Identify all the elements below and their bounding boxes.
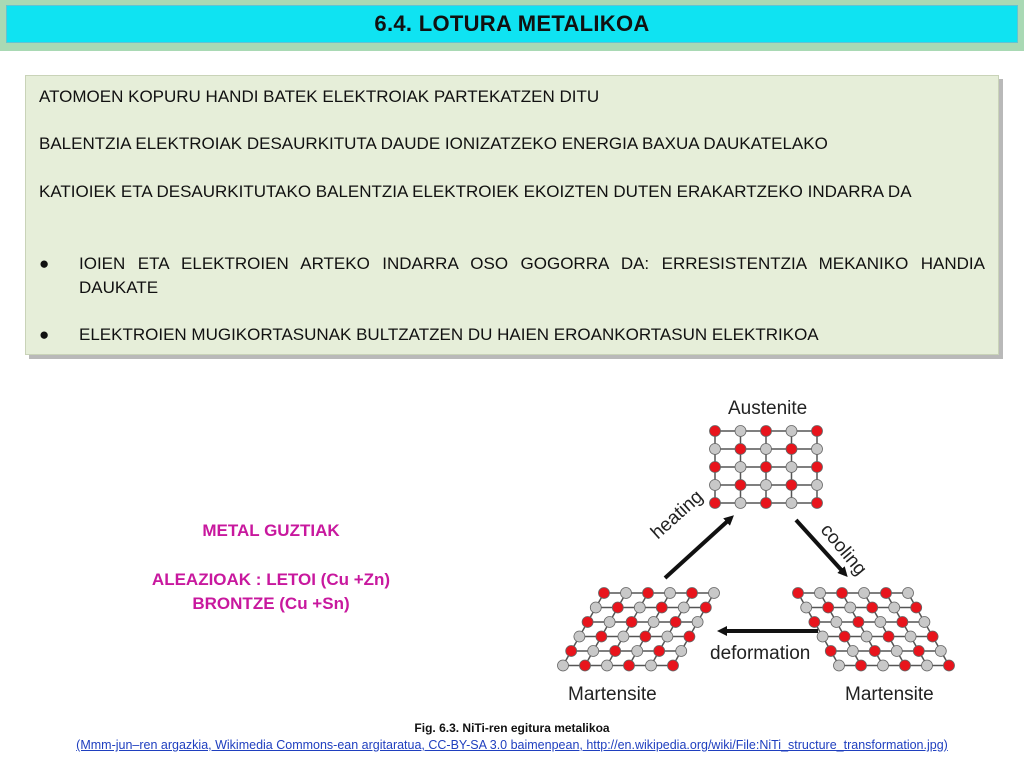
martensite-left-label: Martensite [568, 684, 657, 705]
atom [812, 444, 823, 455]
atom [903, 588, 914, 599]
atom [793, 588, 804, 599]
atom [687, 588, 698, 599]
atom [812, 480, 823, 491]
atom [786, 444, 797, 455]
atom [786, 480, 797, 491]
slide-title: 6.4. LOTURA METALIKOA [374, 11, 650, 36]
bullet-text-1: IOIEN ETA ELEKTROIEN ARTEKO INDARRA OSO GOGORRA DA: ERRESISTENTZIA MEKANIKO HANDIA DAUKATE [79, 254, 985, 297]
atom [853, 617, 864, 628]
atom [646, 660, 657, 671]
atom [913, 646, 924, 657]
atom [856, 660, 867, 671]
atom [786, 426, 797, 437]
atom [735, 480, 746, 491]
atom [878, 660, 889, 671]
figure-source-link[interactable]: (Mmm-jun–ren argazkia, Wikimedia Commons-ean argitaratua, CC-BY-SA 3.0 baimenpean, http://en.wikipedia.org/wiki/File:NiTi_structure_transformation.jpg) [76, 738, 948, 752]
atom [574, 631, 585, 642]
atom [831, 617, 842, 628]
atom [582, 617, 593, 628]
atom [869, 646, 880, 657]
atom [919, 617, 930, 628]
atom [710, 480, 721, 491]
austenite-label: Austenite [728, 398, 808, 419]
bullet-text-2: ELEKTROIEN MUGIKORTASUNAK BULTZATZEN DU HAIEN EROANKORTASUN ELEKTRIKOA [79, 325, 819, 344]
atom [897, 617, 908, 628]
alloys-label: ALEAZIOAK : LETOI (Cu +Zn) [151, 570, 391, 589]
atom [602, 660, 613, 671]
atom [786, 462, 797, 473]
atom [761, 462, 772, 473]
metal-all-label: METAL GUZTIAK [202, 521, 340, 540]
atom [676, 646, 687, 657]
atom [670, 617, 681, 628]
atom [911, 602, 922, 613]
austenite-lattice [710, 426, 823, 509]
atom [837, 588, 848, 599]
atom [710, 462, 721, 473]
atom [881, 588, 892, 599]
atom [735, 462, 746, 473]
atom [944, 660, 955, 671]
bullet-icon: ● [39, 254, 50, 273]
paragraph-3: KATIOIEK ETA DESAURKITUTAKO BALENTZIA ELEKTROIEK EKOIZTEN DUTEN ERAKARTZEKO INDARRA DA [39, 182, 912, 201]
atom [861, 631, 872, 642]
atom [900, 660, 911, 671]
atom [859, 588, 870, 599]
atom [665, 588, 676, 599]
atom [634, 602, 645, 613]
atom [839, 631, 850, 642]
atom [847, 646, 858, 657]
atom [867, 602, 878, 613]
atom [710, 498, 721, 509]
atom [825, 646, 836, 657]
heating-label: heating [647, 486, 708, 544]
atom [889, 602, 900, 613]
atom [927, 631, 938, 642]
atom [883, 631, 894, 642]
martensite-right-label: Martensite [845, 684, 934, 705]
atom [558, 660, 569, 671]
atom [905, 631, 916, 642]
atom [935, 646, 946, 657]
atom [891, 646, 902, 657]
atom [815, 588, 826, 599]
atom [735, 498, 746, 509]
atom [922, 660, 933, 671]
atom [812, 462, 823, 473]
atom [580, 660, 591, 671]
atom [845, 602, 856, 613]
atom [621, 588, 632, 599]
atom [626, 617, 637, 628]
bronze-label: BRONTZE (Cu +Sn) [192, 594, 350, 613]
atom [648, 617, 659, 628]
atom [610, 646, 621, 657]
atom [761, 426, 772, 437]
atom [809, 617, 820, 628]
atom [632, 646, 643, 657]
atom [812, 426, 823, 437]
atom [735, 426, 746, 437]
atom [875, 617, 886, 628]
paragraph-1: ATOMOEN KOPURU HANDI BATEK ELEKTROIAK PARTEKATZEN DITU [39, 87, 600, 106]
atom [640, 631, 651, 642]
atom [692, 617, 703, 628]
atom [761, 480, 772, 491]
atom [709, 588, 720, 599]
atom [761, 444, 772, 455]
cooling-label: cooling [815, 520, 871, 580]
atom [786, 498, 797, 509]
paragraph-2: BALENTZIA ELEKTROIAK DESAURKITUTA DAUDE IONIZATZEKO ENERGIA BAXUA DAUKATELAKO [39, 134, 828, 153]
deformation-label: deformation [710, 643, 811, 664]
atom [656, 602, 667, 613]
atom [643, 588, 654, 599]
atom [684, 631, 695, 642]
atom [834, 660, 845, 671]
atom [710, 426, 721, 437]
atom [668, 660, 679, 671]
atom [612, 602, 623, 613]
bullet-icon: ● [39, 325, 50, 344]
atom [678, 602, 689, 613]
atom [823, 602, 834, 613]
atom [761, 498, 772, 509]
figure-caption: Fig. 6.3. NiTi-ren egitura metalikoa [414, 721, 610, 735]
atom [618, 631, 629, 642]
atom [566, 646, 577, 657]
atom [624, 660, 635, 671]
atom [654, 646, 665, 657]
atom [735, 444, 746, 455]
atom [710, 444, 721, 455]
martensite-lattice-left [558, 588, 720, 672]
atom [590, 602, 601, 613]
atom [700, 602, 711, 613]
atom [599, 588, 610, 599]
atom [662, 631, 673, 642]
atom [817, 631, 828, 642]
atom [801, 602, 812, 613]
atom [588, 646, 599, 657]
atom [596, 631, 607, 642]
atom [604, 617, 615, 628]
atom [812, 498, 823, 509]
